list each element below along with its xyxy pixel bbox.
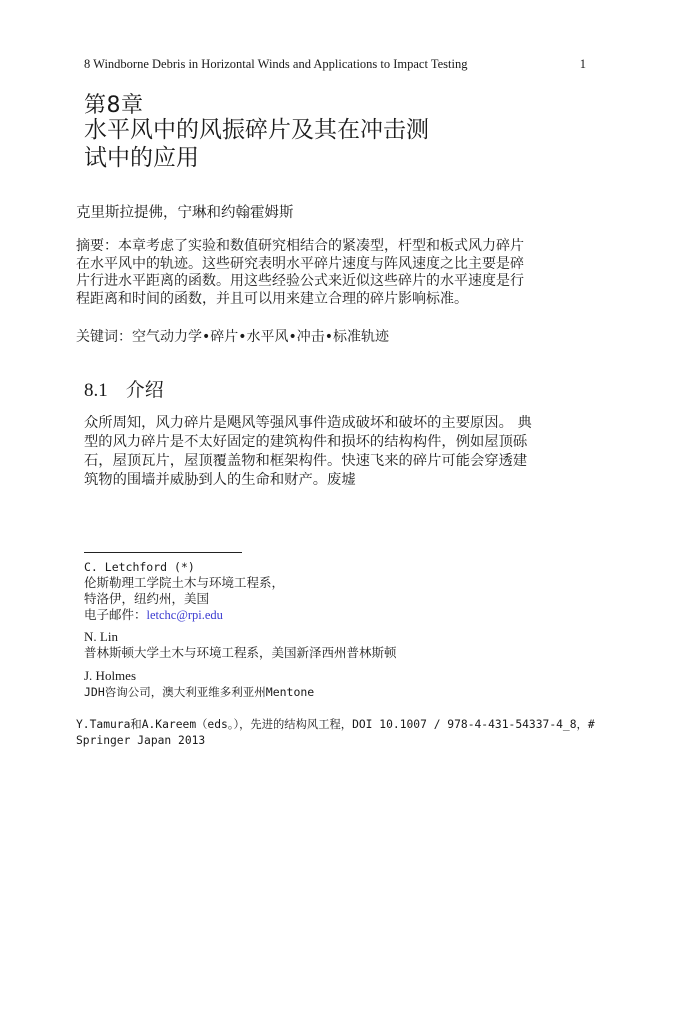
email-label: 电子邮件： [84,607,147,622]
intro-line: 石，屋顶瓦片，屋顶覆盖物和框架构件。快速飞来的碎片可能会穿透建 [84,453,528,469]
affiliation-holmes [84,668,604,700]
author-name: N. Lin [84,629,118,644]
email-link[interactable]: letchc@rpi.edu [146,608,223,622]
running-head-title: 8 Windborne Debris in Horizontal Winds and Applications to Impact Testing [84,57,468,71]
section-number: 8.1 [84,380,108,401]
intro-line: 众所周知，风力碎片是飓风等强风事件造成破坏和破坏的主要原因。 典 [84,415,532,431]
chapter-title [84,116,554,172]
abstract-line: 片行进水平距离的函数。用这些经验公式来近似这些碎片的水平速度是行 [76,273,524,289]
affiliation-line: 特洛伊，纽约州，美国 [84,591,210,606]
intro-line: 型的风力碎片是不太好固定的建筑构件和损坏的结构构件，例如屋顶砾 [84,434,528,450]
page-number: 1 [579,57,586,71]
abstract-line: 在水平风中的轨迹。这些研究表明水平碎片速度与阵风速度之比主要是碎 [76,255,524,272]
affiliation-letchford [84,559,604,623]
abstract-line: 程距离和时间的函数，并且可以用来建立合理的碎片影响标准。 [76,290,468,307]
affiliation-line: 伦斯勒理工学院土木与环境工程系， [84,575,285,590]
chapter-label: 第8章 [84,93,144,118]
intro-paragraph [84,414,604,490]
author-name: C. Letchford (*) [84,560,195,574]
citation [76,717,666,749]
running-head [84,57,594,75]
keywords: 关键词：空气动力学•碎片•水平风•冲击•标准轨迹 [76,329,390,345]
abstract [76,238,606,308]
authors: 克里斯拉提佛，宁琳和约翰霍姆斯 [76,205,294,221]
citation-line: Springer Japan 2013 [76,734,206,747]
chapter-title-line: 试中的应用 [84,145,199,171]
author-name: J. Holmes [84,668,136,683]
abstract-line: 摘要：本章考虑了实验和数值研究相结合的紧凑型，杆型和板式风力碎片 [76,238,524,254]
affiliation-lin [84,629,604,661]
intro-line: 筑物的围墙并威胁到人的生命和财产。废墟 [84,472,356,488]
affiliation-line: 普林斯顿大学土木与环境工程系，美国新泽西州普林斯顿 [84,645,397,660]
section-title: 介绍 [125,379,164,401]
citation-line: Y.Tamura和A.Kareem（eds。），先进的结构风工程，DOI 10.1007 / 978-4-431-54337-4_8，# [76,718,595,731]
footnote-divider [84,552,242,553]
email-row [84,607,604,623]
section-heading [84,375,164,402]
chapter-title-line: 水平风中的风振碎片及其在冲击测 [84,117,429,143]
affiliation-line: JDH咨询公司，澳大利亚维多利亚州Mentone [84,685,315,699]
